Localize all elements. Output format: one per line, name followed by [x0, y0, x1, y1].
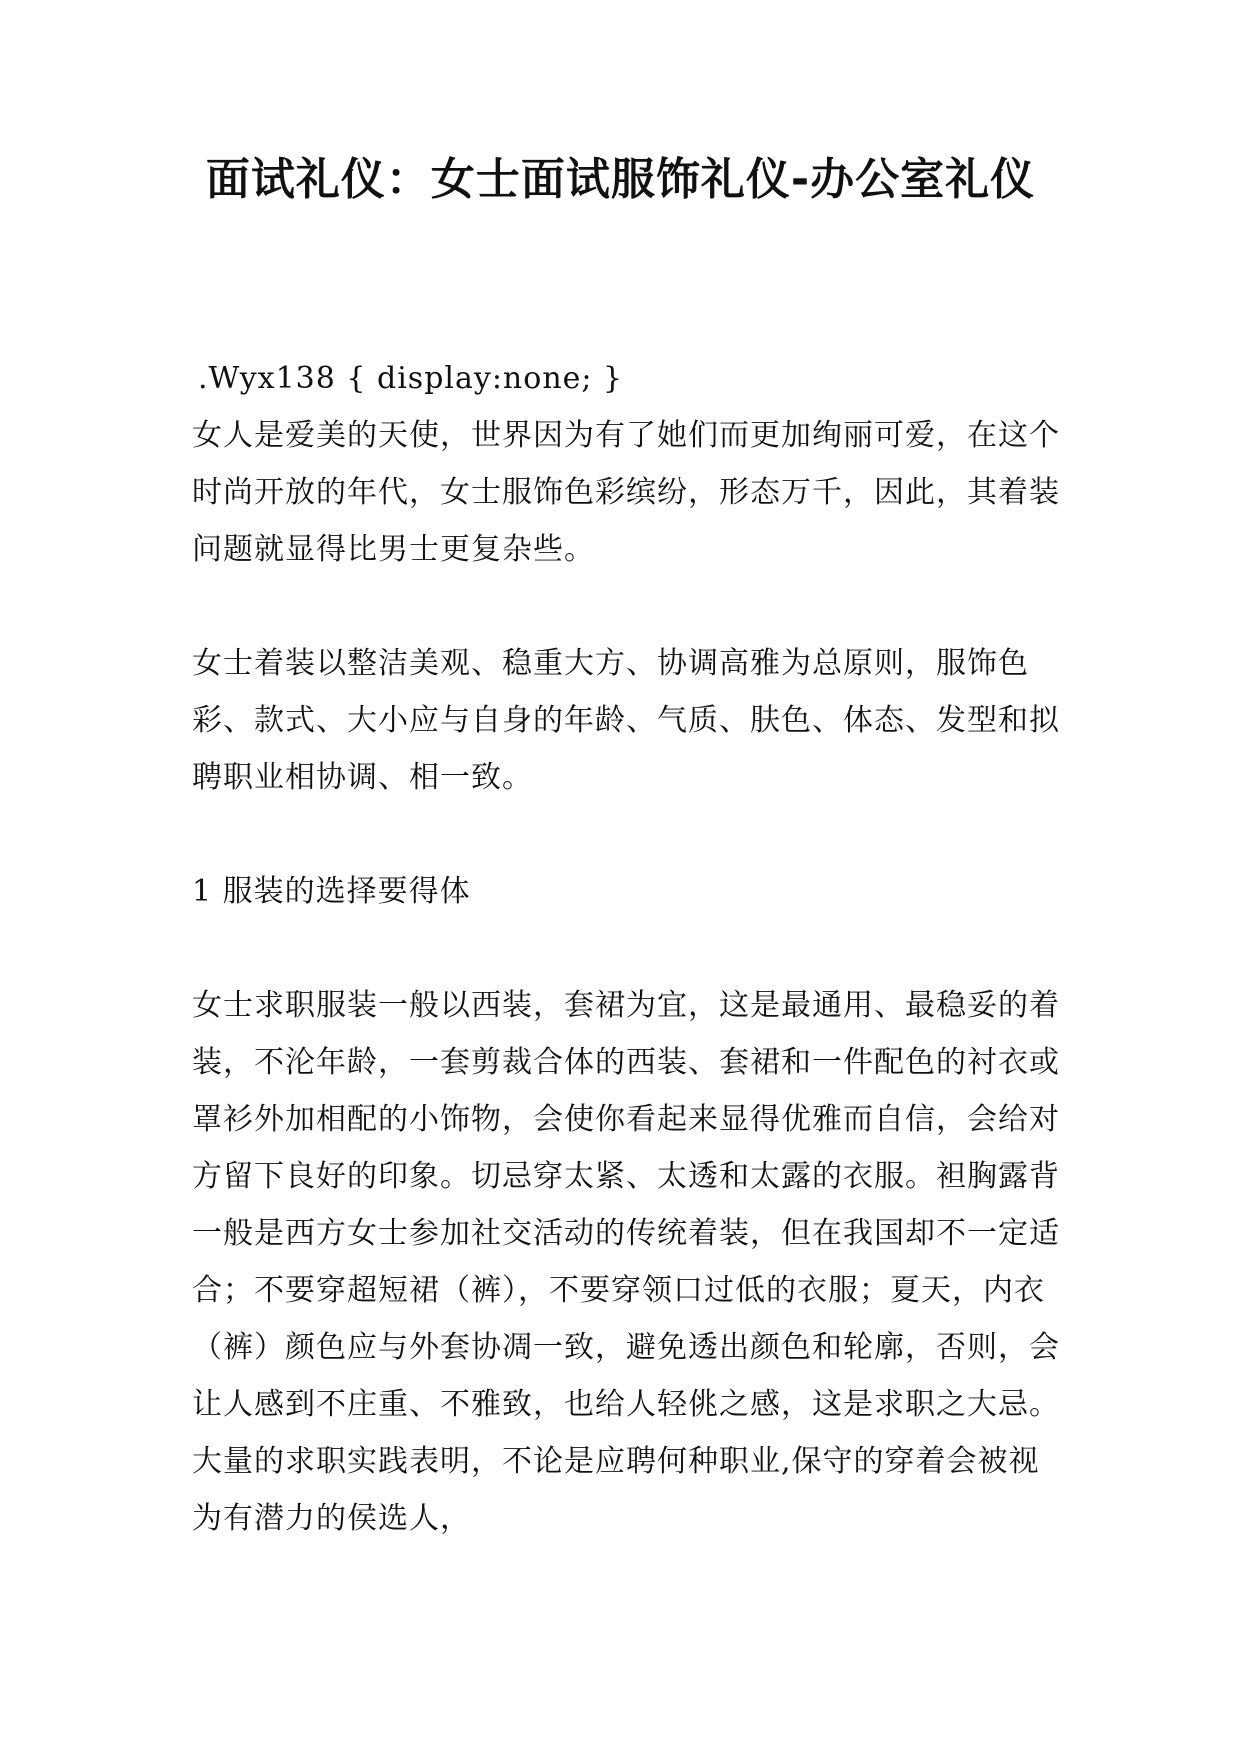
paragraph-spacer [192, 578, 1062, 635]
intro-paragraph: 女人是爱美的天使，世界因为有了她们而更加绚丽可爱，在这个时尚开放的年代，女士服饰色彩缤纷，形态万千，因此，其着装问题就显得比男士更复杂些。 [192, 418, 1060, 567]
document-title: 面试礼仪：女士面试服饰礼仪-办公室礼仪 [205, 154, 1036, 205]
clothing-paragraph: 女士求职服装一般以西装，套裙为宜，这是最通用、最稳妥的着装，不沦年龄，一套剪裁合体的西装、套裙和一件配色的衬衣或罩衫外加相配的小饰物，会使你看起来显得优雅而自信，会给对方留下良好的印象。切忌穿太紧、太透和太露的衣服。袒胸露背一般是西方女士参加社交活动的传统着装，但在我国却不一定适合；不要穿超短裙（裤），不要穿领口过低的衣服；夏天，内衣 （裤）颜色应与外套协凋一致，避免透出颜色和轮廓，否则，会让人感到不庄重、不雅致，也给人轻佻之感，这是求职之大忌。大量的求职实践表明，不论是应聘何种职业,保守的穿着会被视为有潜力的侯选人， [192, 988, 1060, 1536]
paragraph-spacer [192, 920, 1062, 977]
section-heading: 1 服装的选择要得体 [192, 874, 471, 909]
document-body [192, 350, 1062, 1547]
paragraph-spacer [192, 806, 1062, 863]
principle-paragraph: 女士着装以整洁美观、稳重大方、协调高雅为总原则，服饰色彩、款式、大小应与自身的年龄、气质、肤色、体态、发型和拟聘职业相协调、相一致。 [192, 646, 1060, 795]
css-code-line: .Wyx138 { display:none; } [198, 361, 624, 396]
